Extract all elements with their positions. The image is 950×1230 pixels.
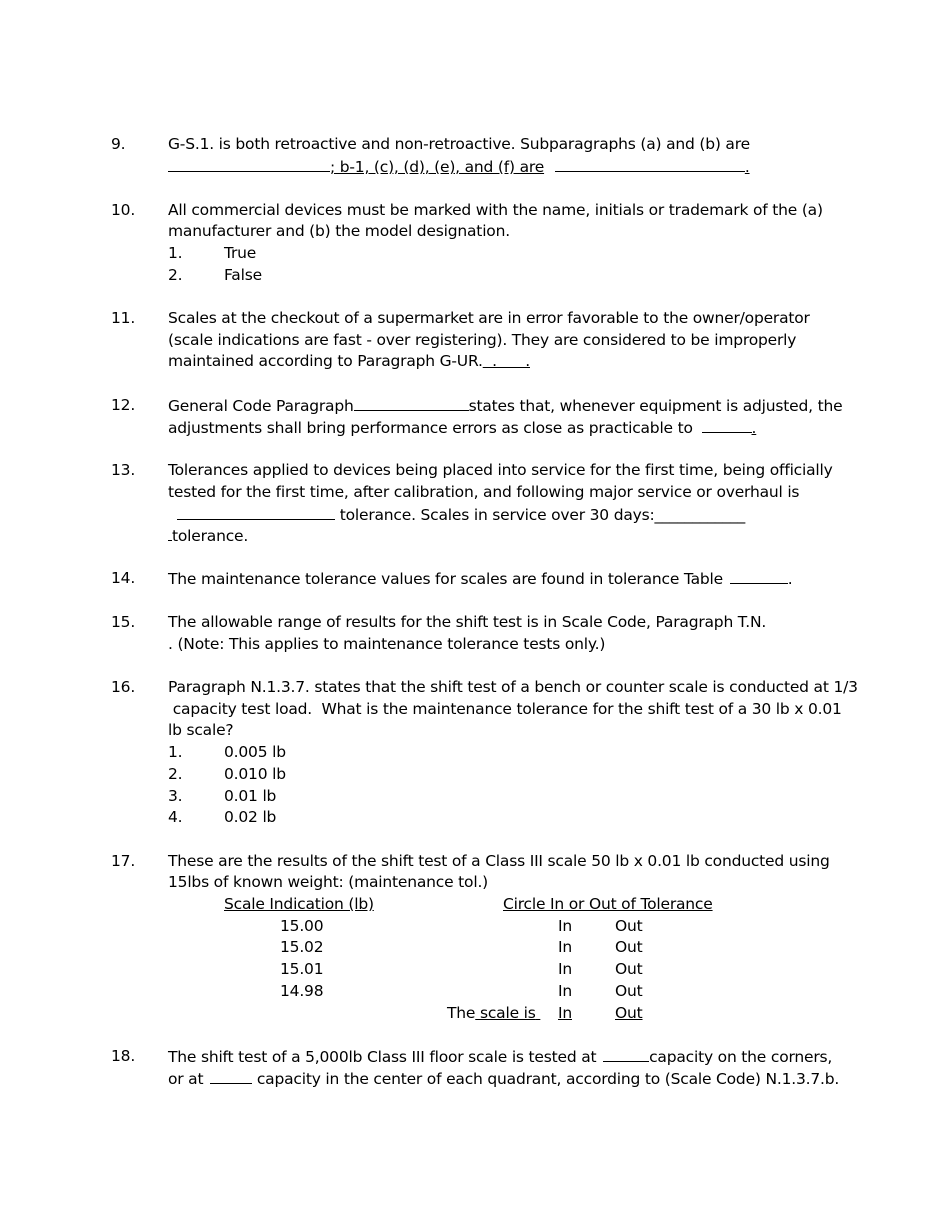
scale-summary [447, 1004, 556, 1022]
choice-out[interactable]: Out [615, 960, 643, 978]
choice-in[interactable]: In [558, 982, 572, 1000]
option-3[interactable]: 0.01 lb [224, 787, 277, 805]
question-number: 9. [111, 135, 126, 153]
option-2[interactable]: 0.010 lb [224, 765, 286, 783]
option-false[interactable]: False [224, 266, 262, 284]
scale-indication-value: 15.01 [280, 960, 324, 978]
question-number: 18. [111, 1047, 136, 1065]
question-text: All commercial devices must be marked with the name, initials or trademark of the (a) [168, 201, 823, 219]
answer-blank[interactable]: . . [482, 352, 530, 370]
question-text: 15lbs of known weight: (maintenance tol.) [168, 873, 489, 891]
question-number: 11. [111, 309, 136, 327]
option-number: 1. [168, 743, 183, 761]
question-text: Tolerances applied to devices being placed into service for the first time, being officially [168, 461, 833, 479]
question-text-end: . [751, 419, 757, 437]
question-text: or at [168, 1070, 204, 1088]
question-text: adjustments shall bring performance errors as close as practicable to [168, 419, 693, 437]
question-text: tolerance. Scales in service over 30 days:____________ [339, 506, 746, 524]
question-text: manufacturer and (b) the model designation. [168, 222, 510, 240]
choice-out[interactable]: Out [615, 938, 643, 956]
summary-choice-in[interactable]: In [558, 1004, 572, 1022]
question-number: 15. [111, 613, 136, 631]
answer-blank[interactable] [702, 418, 752, 433]
question-number: 10. [111, 201, 136, 219]
question-number: 16. [111, 678, 136, 696]
question-text: tested for the first time, after calibration, and following major service or overhaul is [168, 483, 800, 501]
summary-gap [536, 1004, 556, 1022]
choice-in[interactable]: In [558, 938, 572, 956]
question-text-mid: ; b-1, (c), (d), (e), and (f) are [330, 158, 545, 176]
answer-blank[interactable] [210, 1069, 252, 1084]
question-text-line4 [168, 526, 248, 545]
question-text: These are the results of the shift test of a Class III scale 50 lb x 0.01 lb conducted using [168, 852, 830, 870]
choice-in[interactable]: In [558, 917, 572, 935]
question-text-line2 [168, 157, 750, 176]
option-number: 2. [168, 765, 183, 783]
answer-blank[interactable] [177, 505, 335, 520]
question-text: General Code Paragraph [168, 397, 354, 415]
question-text: . (Note: This applies to maintenance tolerance tests only.) [168, 635, 606, 653]
answer-blank[interactable] [168, 157, 330, 172]
answer-blank[interactable] [730, 569, 788, 584]
question-text-line2 [168, 1069, 839, 1088]
question-number: 14. [111, 569, 136, 587]
question-text: tolerance. [172, 527, 249, 545]
answer-blank[interactable] [555, 157, 745, 172]
question-text: capacity test load. What is the maintenance tolerance for the shift test of a 30 lb x 0.01 [168, 700, 842, 718]
question-text: maintained according to Paragraph G-UR. [168, 352, 483, 370]
question-text-line3 [168, 505, 745, 524]
question-text: capacity in the center of each quadrant, according to (Scale Code) N.1.3.7.b. [256, 1070, 840, 1088]
question-text-line2 [168, 418, 756, 437]
question-text: The shift test of a 5,000lb Class III floor scale is tested at [168, 1048, 597, 1066]
question-text: (scale indications are fast - over registering). They are considered to be improperly [168, 331, 797, 349]
question-text-line3 [168, 352, 530, 370]
choice-out[interactable]: Out [615, 917, 643, 935]
option-1[interactable]: 0.005 lb [224, 743, 286, 761]
option-number: 3. [168, 787, 183, 805]
option-number: 4. [168, 808, 183, 826]
answer-blank[interactable] [603, 1047, 649, 1062]
question-text: Scales at the checkout of a supermarket are in error favorable to the owner/operator [168, 309, 810, 327]
column-header-tolerance: Circle In or Out of Tolerance [503, 895, 713, 913]
summary-label: scale is [475, 1004, 536, 1022]
question-text-end: . [787, 570, 793, 588]
question-text: The maintenance tolerance values for scales are found in tolerance Table [168, 570, 723, 588]
choice-in[interactable]: In [558, 960, 572, 978]
summary-choice-out[interactable]: Out [615, 1004, 643, 1022]
question-text-line1 [168, 569, 792, 588]
question-number: 17. [111, 852, 136, 870]
option-4[interactable]: 0.02 lb [224, 808, 277, 826]
answer-blank[interactable] [354, 396, 469, 411]
column-header-scale-indication: Scale Indication (lb) [224, 895, 374, 913]
question-text: Paragraph N.1.3.7. states that the shift test of a bench or counter scale is conducted at 1/3 [168, 678, 858, 696]
question-text: The allowable range of results for the shift test is in Scale Code, Paragraph T.N. [168, 613, 767, 631]
question-text-line1 [168, 396, 842, 415]
question-text: capacity on the corners, [649, 1048, 833, 1066]
question-text: G-S.1. is both retroactive and non-retroactive. Subparagraphs (a) and (b) are [168, 135, 750, 153]
scale-indication-value: 15.02 [280, 938, 324, 956]
question-number: 12. [111, 396, 136, 414]
summary-the: The [447, 1004, 476, 1022]
question-number: 13. [111, 461, 136, 479]
question-text: states that, whenever equipment is adjusted, the [468, 397, 843, 415]
scale-indication-value: 14.98 [280, 982, 324, 1000]
scale-indication-value: 15.00 [280, 917, 324, 935]
choice-out[interactable]: Out [615, 982, 643, 1000]
question-text-end: . [744, 158, 750, 176]
question-text-line1 [168, 1047, 832, 1066]
question-text: lb scale? [168, 721, 234, 739]
option-number: 1. [168, 244, 183, 262]
option-number: 2. [168, 266, 183, 284]
option-true[interactable]: True [224, 244, 257, 262]
